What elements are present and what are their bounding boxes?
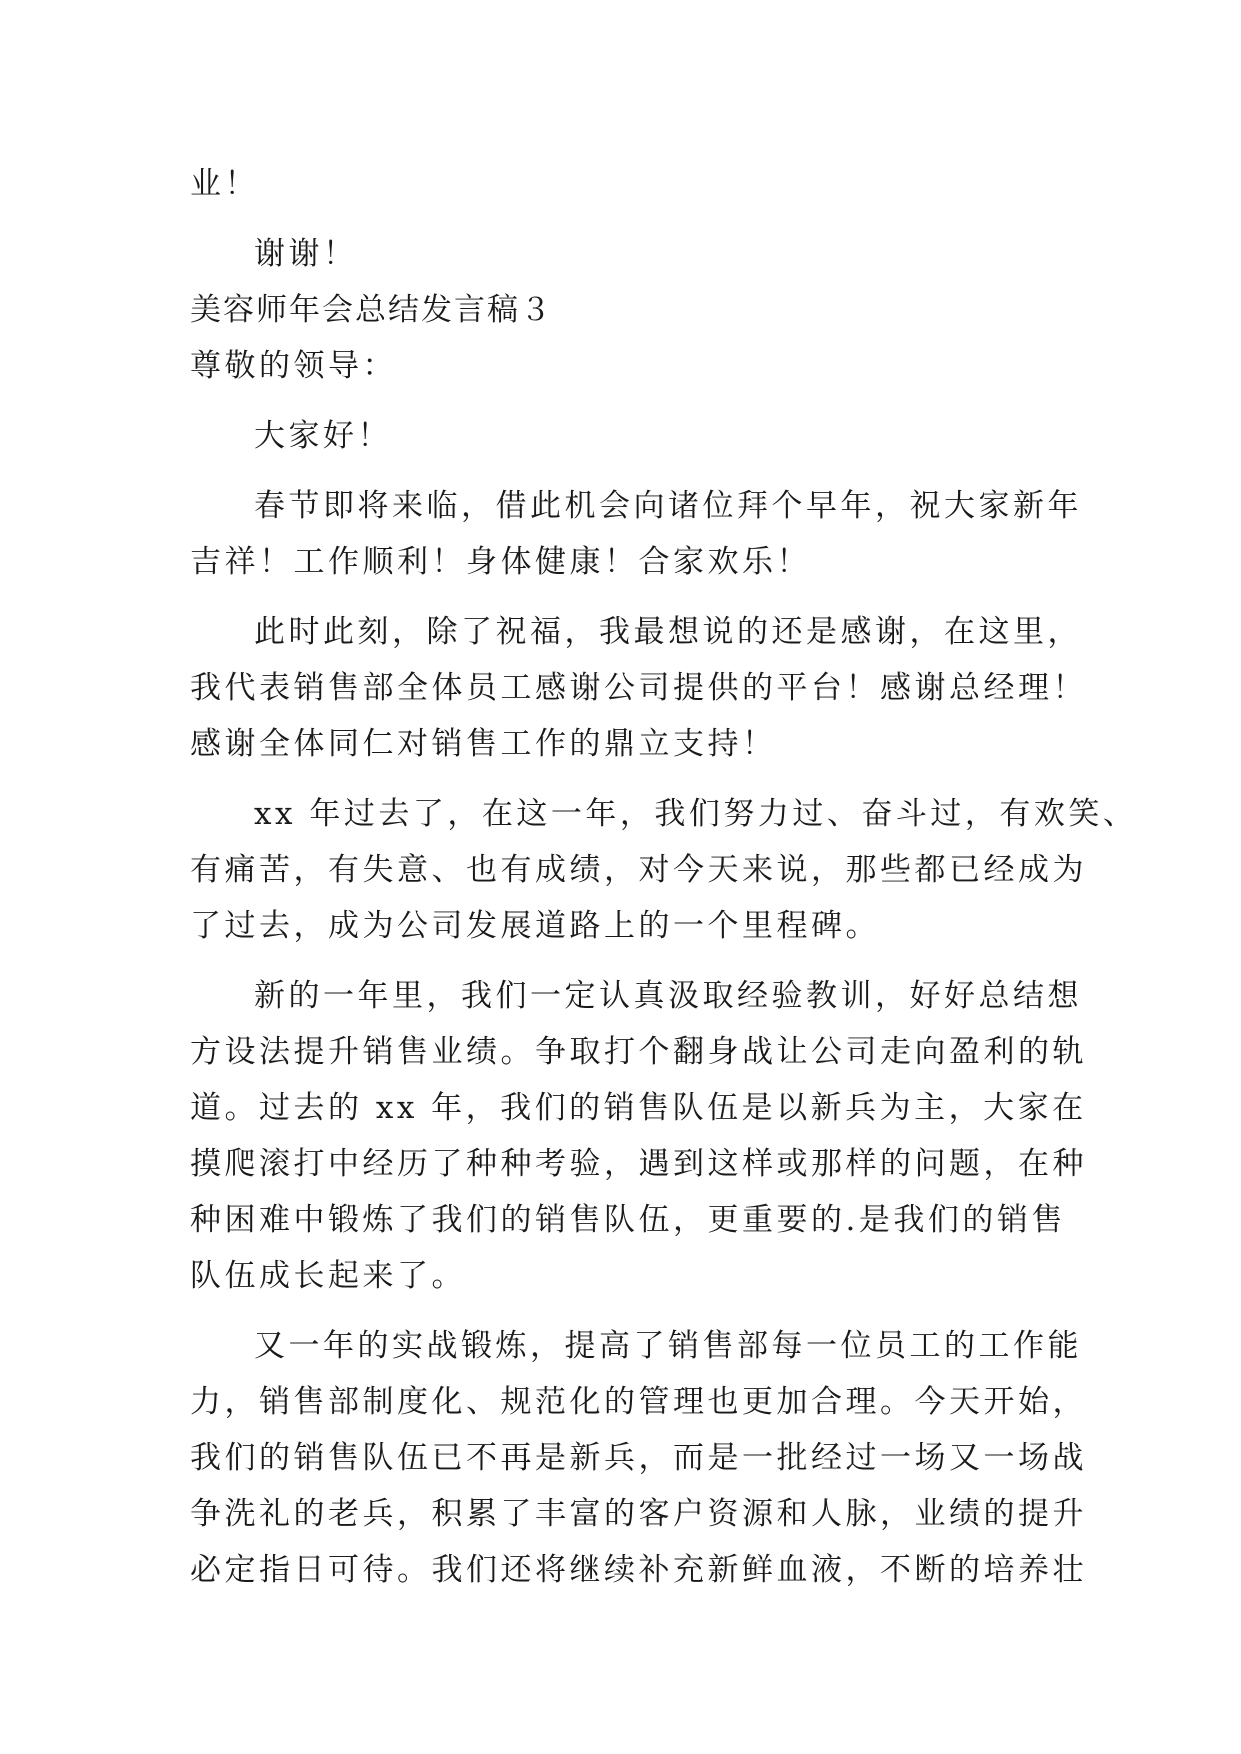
text-line: 业！ <box>190 166 259 202</box>
paragraph-line: 吉祥！工作顺利！身体健康！合家欢乐！ <box>190 544 811 580</box>
paragraph-line: 力，销售部制度化、规范化的管理也更加合理。今天开始， <box>190 1384 1087 1420</box>
paragraph-line: 队伍成长起来了。 <box>190 1258 466 1294</box>
paragraph-line: 争洗礼的老兵，积累了丰富的客户资源和人脉，业绩的提升 <box>190 1496 1087 1532</box>
paragraph-line: 种困难中锻炼了我们的销售队伍，更重要的.是我们的销售 <box>190 1202 1066 1238</box>
paragraph-line: 有痛苦，有失意、也有成绩，对今天来说，那些都已经成为 <box>190 852 1087 888</box>
paragraph-line: 道。过去的 xx 年，我们的销售队伍是以新兵为主，大家在 <box>190 1090 1087 1126</box>
paragraph-line: xx 年过去了，在这一年，我们努力过、奋斗过，有欢笑、 <box>254 796 1138 832</box>
paragraph-line: 此时此刻，除了祝福，我最想说的还是感谢，在这里， <box>254 614 1082 650</box>
paragraph-line: 又一年的实战锻炼，提高了销售部每一位员工的工作能 <box>254 1328 1082 1364</box>
paragraph-line: 摸爬滚打中经历了种种考验，遇到这样或那样的问题，在种 <box>190 1146 1087 1182</box>
paragraph-line: 春节即将来临，借此机会向诸位拜个早年，祝大家新年 <box>254 488 1082 524</box>
text-line: 谢谢！ <box>254 236 358 272</box>
document-title: 美容师年会总结发言稿３ <box>190 292 553 328</box>
paragraph-line: 感谢全体同仁对销售工作的鼎立支持！ <box>190 726 777 762</box>
paragraph-line: 新的一年里，我们一定认真汲取经验教训，好好总结想 <box>254 978 1082 1014</box>
paragraph-line: 我们的销售队伍已不再是新兵，而是一批经过一场又一场战 <box>190 1440 1087 1476</box>
paragraph-line: 我代表销售部全体员工感谢公司提供的平台！感谢总经理！ <box>190 670 1087 706</box>
paragraph-line: 方设法提升销售业绩。争取打个翻身战让公司走向盈利的轨 <box>190 1034 1087 1070</box>
paragraph-line: 了过去，成为公司发展道路上的一个里程碑。 <box>190 908 880 944</box>
paragraph-line: 必定指日可待。我们还将继续补充新鲜血液，不断的培养壮 <box>190 1552 1087 1588</box>
document-body <box>190 160 1138 1594</box>
greeting: 大家好！ <box>254 418 392 454</box>
salutation: 尊敬的领导： <box>190 348 397 384</box>
